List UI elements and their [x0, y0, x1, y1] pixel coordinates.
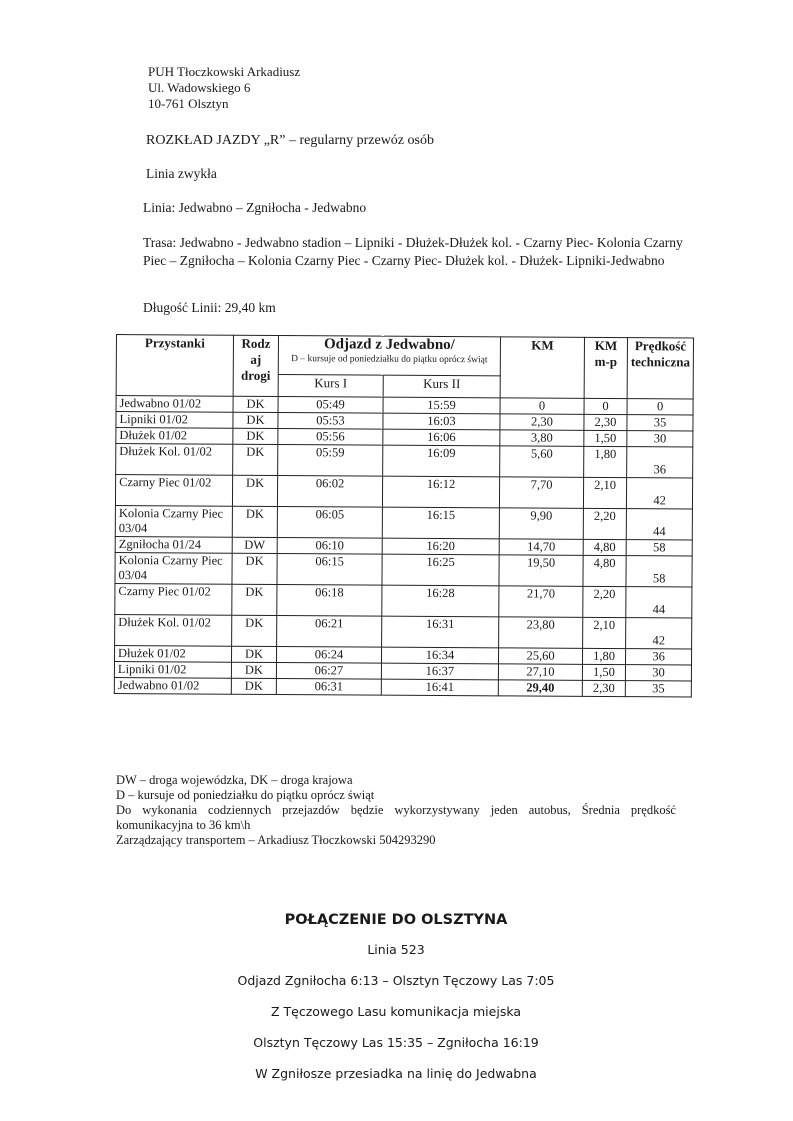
table-row: [115, 505, 692, 540]
note-weekdays: D – kursuje od poniedziałku do piątku oprócz świąt: [116, 788, 375, 802]
kurs-1-time: 05:59: [278, 444, 383, 476]
technical-speed: 36: [625, 649, 691, 665]
kurs-1-time: 06:02: [277, 475, 382, 507]
km-between: 1,50: [584, 430, 627, 446]
technical-speed: 35: [625, 681, 691, 697]
technical-speed: 42: [626, 618, 692, 649]
header-departure: [278, 335, 500, 375]
km-total: 27,10: [498, 664, 582, 681]
connection-transfer: W Zgniłosze przesiadka na linię do Jedwabna: [255, 1066, 537, 1081]
company-header: [148, 64, 300, 112]
kurs-2-time: 16:12: [382, 476, 499, 508]
km-total: 2,30: [500, 414, 584, 431]
connection-city-transport: Z Tęczowego Lasu komunikacja miejska: [270, 1004, 522, 1019]
header-km-mp: KM m-p: [584, 337, 627, 398]
header-stops: Przystanki: [116, 335, 233, 397]
road-type: DK: [231, 646, 276, 662]
kurs-2-time: 16:41: [381, 679, 498, 696]
table-row: [115, 475, 692, 510]
route-description: Trasa: Jedwabno - Jedwabno stadion – Lipniki - Dłużek-Dłużek kol. - Czarny Piec- Kolonia Czarny Piec – Zgniłocha – Kolonia Czarny Piec - Czarny Piec- Dłużek kol. - Dłużek- Lipniki-Jedwabno: [143, 235, 683, 268]
company-city: 10-761 Olsztyn: [148, 96, 229, 111]
stop-name: Dłużek 01/02: [114, 645, 231, 662]
technical-speed: 44: [626, 509, 692, 540]
header-speed: Prędkość techniczna: [627, 338, 694, 399]
connection-afternoon: Olsztyn Tęczowy Las 15:35 – Zgniłocha 16:19: [253, 1035, 539, 1050]
table-row: [114, 677, 691, 697]
km-between: 2,20: [583, 508, 626, 539]
stop-name: Kolonia Czarny Piec 03/04: [115, 552, 232, 584]
note-bus-speed: Do wykonania codziennych przejazdów będzie wykorzystywany jeden autobus, Średnia prędkość komunikacyjna to 36 km\h: [116, 803, 676, 832]
km-total: 3,80: [500, 430, 584, 447]
kurs-2-time: 16:15: [382, 507, 499, 539]
km-between: 1,50: [582, 664, 625, 680]
road-type: DW: [232, 537, 277, 553]
km-between: 2,20: [583, 586, 626, 617]
road-type: DK: [232, 506, 277, 537]
timetable-body: [114, 396, 693, 698]
kurs-2-time: 16:28: [382, 585, 499, 617]
kurs-2-time: 16:20: [382, 538, 499, 555]
stop-name: Lipniki 01/02: [114, 661, 231, 678]
km-total: 29,40: [498, 680, 582, 697]
stop-name: Jedwabno 01/02: [114, 677, 231, 694]
kurs-1-time: 05:49: [278, 396, 383, 413]
kurs-2-time: 16:37: [381, 663, 498, 680]
kurs-2-time: 16:31: [382, 616, 499, 648]
timetable: [114, 334, 694, 698]
km-total: 7,70: [499, 477, 583, 509]
kurs-2-time: 16:25: [382, 554, 499, 586]
kurs-1-time: 06:15: [277, 553, 382, 585]
kurs-1-time: 05:56: [278, 428, 383, 445]
road-type: DK: [232, 553, 277, 584]
road-type: DK: [231, 678, 276, 694]
stop-name: Dłużek 01/02: [116, 428, 233, 445]
km-total: 21,70: [499, 586, 583, 618]
kurs-1-time: 06:05: [277, 506, 382, 538]
olsztyn-connection: [196, 912, 596, 1097]
kurs-1-time: 05:53: [278, 412, 383, 429]
note-road-types: DW – droga wojewódzka, DK – droga krajowa: [116, 773, 353, 787]
company-name: PUH Tłoczkowski Arkadiusz: [148, 64, 301, 79]
technical-speed: 30: [627, 431, 693, 447]
road-type: DK: [232, 615, 277, 646]
technical-speed: 58: [626, 540, 692, 556]
km-between: 2,10: [583, 477, 626, 508]
table-row: [115, 614, 692, 649]
km-between: 1,80: [582, 648, 625, 664]
stop-name: Jedwabno 01/02: [116, 396, 233, 413]
kurs-1-time: 06:24: [276, 646, 381, 663]
technical-speed: 42: [626, 478, 692, 509]
km-between: 4,80: [583, 539, 626, 555]
km-between: 2,30: [584, 414, 627, 430]
technical-speed: 44: [626, 587, 692, 618]
stop-name: Czarny Piec 01/02: [115, 475, 232, 507]
km-between: 0: [584, 398, 627, 414]
kurs-1-time: 06:27: [276, 662, 381, 679]
road-type: DK: [233, 412, 278, 428]
departure-title: Odjazd z Jedwabno/: [323, 336, 455, 354]
km-total: 19,50: [499, 555, 583, 587]
kurs-2-time: 16:34: [381, 647, 498, 664]
line-length: Długość Linii: 29,40 km: [143, 300, 276, 315]
km-total: 9,90: [499, 508, 583, 540]
header-road-type: Rodz aj drogi: [233, 335, 278, 396]
kurs-1-time: 06:18: [277, 584, 382, 616]
company-street: Ul. Wadowskiego 6: [148, 80, 251, 95]
technical-speed: 30: [625, 665, 691, 681]
kurs-1-time: 06:31: [276, 678, 381, 695]
header-km: KM: [500, 337, 584, 399]
km-between: 2,30: [582, 680, 625, 696]
stop-name: Czarny Piec 01/02: [115, 583, 232, 615]
km-between: 1,80: [584, 446, 627, 477]
stop-name: Kolonia Czarny Piec 03/04: [115, 505, 232, 537]
document-title: ROZKŁAD JAZDY „R” – regularny przewóz osób: [146, 133, 434, 148]
table-row: [115, 583, 692, 618]
stop-name: Zgniłocha 01/24: [115, 536, 232, 553]
km-total: 23,80: [499, 617, 583, 649]
road-type: DK: [232, 584, 277, 615]
km-total: 0: [500, 398, 584, 415]
km-total: 25,60: [498, 648, 582, 665]
km-between: 4,80: [583, 555, 626, 586]
road-type: DK: [232, 475, 277, 506]
connection-morning: Odjazd Zgniłocha 6:13 – Olsztyn Tęczowy Las 7:05: [237, 973, 555, 988]
kurs-2-time: 16:03: [383, 413, 500, 430]
timetable-table: [114, 334, 694, 698]
connection-line-number: Linia 523: [367, 942, 425, 957]
technical-speed: 58: [626, 556, 692, 587]
km-between: 2,10: [583, 617, 626, 648]
kurs-2-time: 15:59: [383, 397, 500, 414]
technical-speed: 0: [627, 399, 693, 415]
connection-heading: POŁĄCZENIE DO OLSZTYNA: [284, 912, 508, 928]
road-type: DK: [233, 428, 278, 444]
technical-speed: 35: [627, 415, 693, 431]
road-type: DK: [233, 444, 278, 475]
road-type: DK: [233, 396, 278, 412]
kurs-2-time: 16:09: [383, 445, 500, 477]
road-type: DK: [231, 662, 276, 678]
stop-name: Dłużek Kol. 01/02: [116, 444, 233, 476]
km-total: 14,70: [499, 539, 583, 556]
line-type: Linia zwykła: [146, 166, 217, 181]
footnotes: [116, 773, 676, 848]
stop-name: Dłużek Kol. 01/02: [115, 614, 232, 646]
departure-note: D – kursuje od poniedziałku do piątku oprócz świąt: [291, 354, 488, 366]
header-kurs-1: Kurs I: [278, 374, 383, 397]
kurs-1-time: 06:21: [277, 615, 382, 647]
line-name: Linia: Jedwabno – Zgniłocha - Jedwabno: [143, 200, 367, 215]
kurs-1-time: 06:10: [277, 537, 382, 554]
stop-name: Lipniki 01/02: [116, 412, 233, 429]
table-row: [116, 444, 693, 479]
note-manager: Zarządzający transportem – Arkadiusz Tłoczkowski 504293290: [116, 833, 436, 847]
technical-speed: 36: [627, 447, 693, 478]
kurs-2-time: 16:06: [383, 429, 500, 446]
km-total: 5,60: [500, 446, 584, 478]
header-kurs-2: Kurs II: [383, 375, 500, 398]
table-row: [115, 552, 692, 587]
